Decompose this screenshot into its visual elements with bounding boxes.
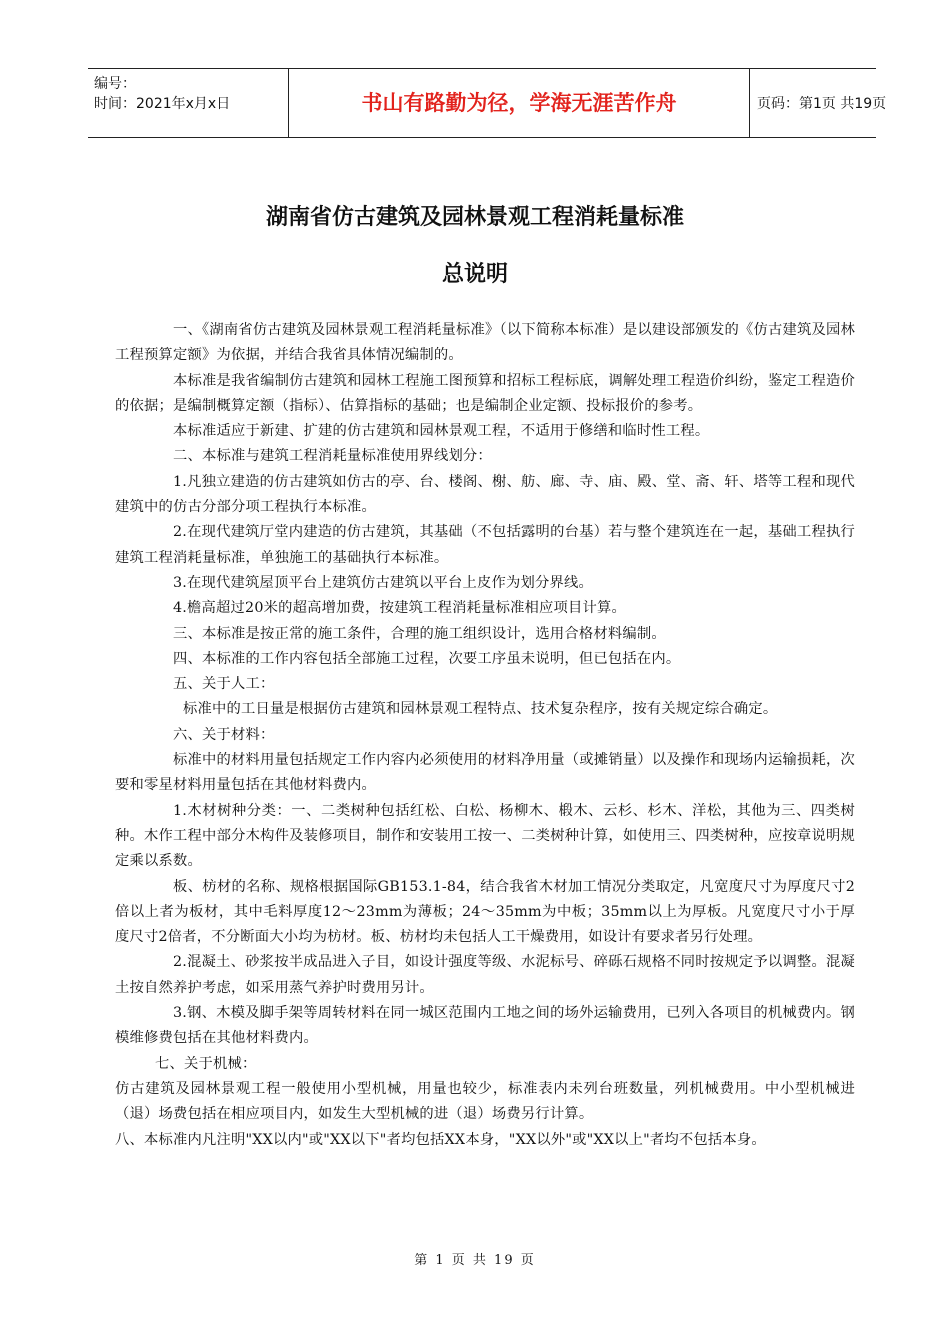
page-footer: 第 1 页 共 19 页 bbox=[414, 1253, 536, 1268]
number-label: 编号： bbox=[94, 76, 136, 92]
paragraph: 七、关于机械： bbox=[155, 1055, 257, 1072]
header-page-cell bbox=[749, 69, 887, 137]
page-label: 页码：第1页 共19页 bbox=[757, 96, 887, 112]
paragraph: 4.檐高超过20米的超高增加费，按建筑工程消耗量标准相应项目计算。 bbox=[173, 600, 627, 617]
motto: 书山有路勤为径，学海无涯苦作舟 bbox=[361, 91, 677, 115]
paragraph: 六、关于材料： bbox=[173, 726, 275, 743]
paragraph: 仿古建筑及园林景观工程一般使用小型机械，用量也较少，标准表内未列台班数量，列机械费用。中小型机械进（退）场费包括在相应项目内，如发生大型机械的进（退）场费另行计算。 bbox=[115, 1080, 855, 1123]
paragraph: 3.钢、木模及脚手架等周转材料在同一城区范围内工地之间的场外运输费用，已列入各项目的机械费内。钢模维修费包括在其他材料费内。 bbox=[115, 1005, 855, 1047]
paragraph: 三、本标准是按正常的施工条件，合理的施工组织设计，选用合格材料编制。 bbox=[173, 625, 666, 642]
paragraph: 二、本标准与建筑工程消耗量标准使用界线划分： bbox=[173, 448, 492, 465]
paragraph: 标准中的工日量是根据仿古建筑和园林景观工程特点、技术复杂程序，按有关规定综合确定。 bbox=[183, 701, 778, 718]
paragraph: 2.在现代建筑厅堂内建造的仿古建筑，其基础（不包括露明的台基）若与整个建筑连在一起，基础工程执行建筑工程消耗量标准，单独施工的基础执行本标准。 bbox=[115, 524, 855, 566]
paragraph: 1.凡独立建造的仿古建筑如仿古的亭、台、楼阁、榭、舫、廊、寺、庙、殿、堂、斋、轩、塔等工程和现代建筑中的仿古分部分项工程执行本标准。 bbox=[115, 473, 855, 516]
paragraph: 本标准适应于新建、扩建的仿古建筑和园林景观工程，不适用于修缮和临时性工程。 bbox=[173, 423, 710, 440]
paragraph: 一、《湖南省仿古建筑及园林景观工程消耗量标准》（以下简称本标准）是以建设部颁发的《仿古建筑及园林工程预算定额》为依据，并结合我省具体情况编制的。 bbox=[115, 322, 855, 364]
paragraph: 四、本标准的工作内容包括全部施工过程，次要工序虽未说明，但已包括在内。 bbox=[173, 650, 681, 667]
paragraph: 本标准是我省编制仿古建筑和园林工程施工图预算和招标工程标底，调解处理工程造价纠纷，鉴定工程造价的依据；是编制概算定额（指标）、估算指标的基础；也是编制企业定额、投标报价的参考。 bbox=[115, 372, 855, 414]
time-label: 时间：2021年x月x日 bbox=[94, 96, 231, 112]
paragraph: 标准中的材料用量包括规定工作内容内必须使用的材料净用量（或摊销量）以及操作和现场内运输损耗，次要和零星材料用量包括在其他材料费内。 bbox=[115, 752, 855, 794]
document-subtitle: 总说明 bbox=[441, 262, 508, 287]
document-title: 湖南省仿古建筑及园林景观工程消耗量标准 bbox=[265, 205, 684, 230]
page-header bbox=[88, 68, 887, 138]
paragraph: 1.木材树种分类：一、二类树种包括红松、白松、杨柳木、椴木、云杉、杉木、洋松，其他为三、四类树种。木作工程中部分木构件及装修项目，制作和安装用工按一、二类树种计算，如使用三、四类树种，应按章说明规定乘以系数。 bbox=[115, 802, 855, 870]
header-motto-cell bbox=[288, 69, 750, 137]
paragraph: 3.在现代建筑屋顶平台上建筑仿古建筑以平台上皮作为划分界线。 bbox=[173, 574, 593, 591]
paragraph: 五、关于人工： bbox=[173, 676, 275, 693]
header-info-cell bbox=[88, 69, 288, 137]
document-body bbox=[115, 318, 855, 1153]
paragraph: 八、本标准内凡注明"XX以内"或"XX以下"者均包括XX本身，"XX以外"或"XX以上"者均不包括本身。 bbox=[115, 1131, 766, 1148]
paragraph: 2.混凝土、砂浆按半成品进入子目，如设计强度等级、水泥标号、碎砾石规格不同时按规定予以调整。混凝土按自然养护考虑，如采用蒸气养护时费用另计。 bbox=[115, 954, 855, 996]
paragraph: 板、枋材的名称、规格根据国际GB153.1-84，结合我省木材加工情况分类取定，凡宽度尺寸为厚度尺寸2倍以上者为板材，其中毛料厚度12～23mm为薄板；24～35mm为中板；35mm以上为厚板。凡宽度尺寸小于厚度尺寸2倍者，不分断面大小均为枋材。板、枋材均未包括人工干燥费用，如设计有要求者另行处理。 bbox=[115, 878, 855, 946]
